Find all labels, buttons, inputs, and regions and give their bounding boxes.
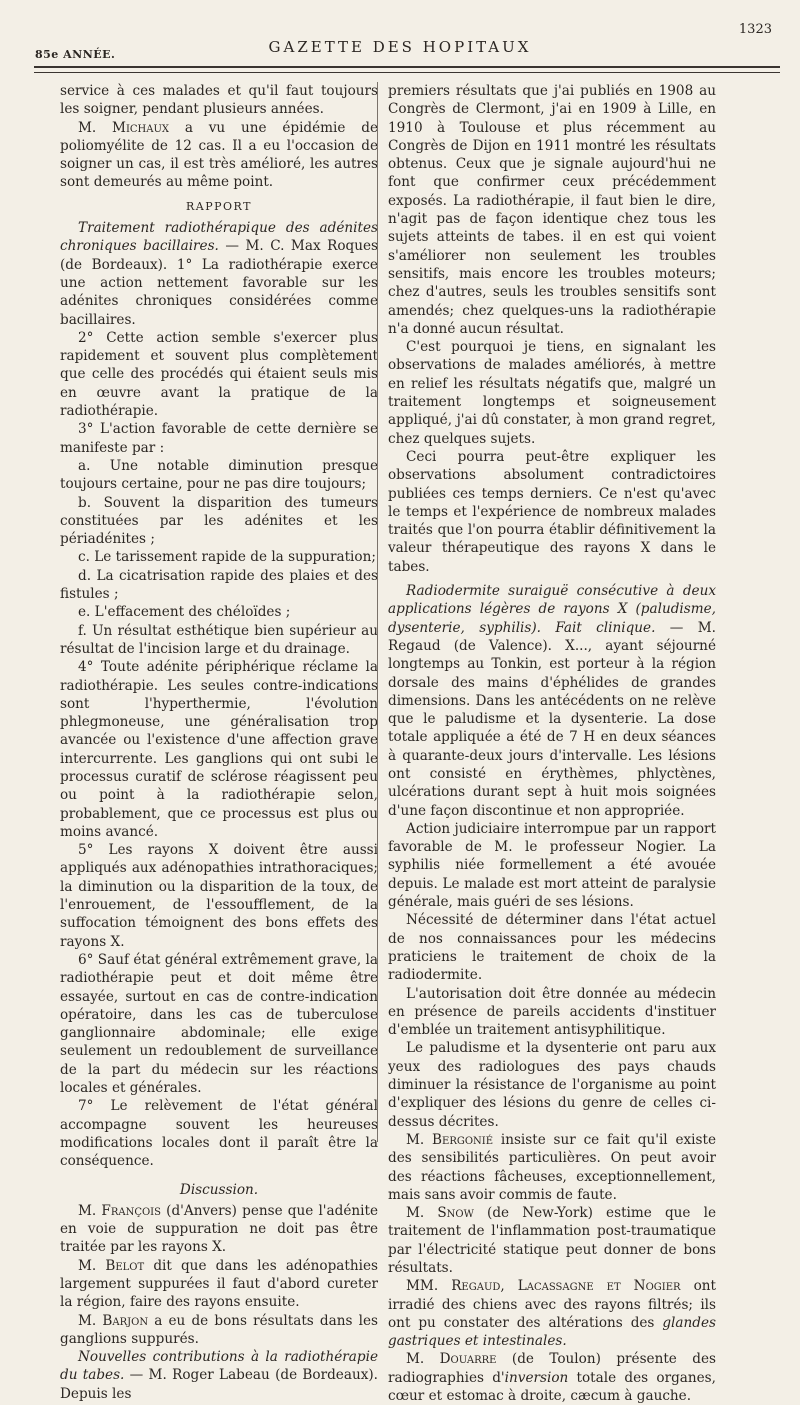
article-title: Traitement radiothérapique des adénites chroniques bacillaires.	[60, 220, 378, 255]
author: — M. C. Max Roques (de Bordeaux).	[60, 238, 379, 273]
paragraph: 6° Sauf état général extrêmement grave, la radiothérapie peut et doit même être essayée, surtout en cas de contre-indication opératoire, dans les cas de tuberculose ganglionnaire abdominale; elle exige seulement un redoublement de surveillance de la part du médecin sur les réactions locales et générales.	[60, 951, 378, 1097]
paragraph: Ceci pourra peut-être expliquer les observations absolument contradictoires publiées ces temps derniers. Ce n'est qu'avec le temps et l'expérience de nombreux malades traités que l'on pourra établir définitivement la valeur thérapeutique des rayons X dans le tabes.	[388, 448, 716, 575]
paragraph: Le paludisme et la dysenterie ont paru aux yeux des radiologues des pays chauds diminuer la résistance de l'organisme au point d'expliquer des lésions du genre de celles ci-dessus décrites.	[388, 1040, 716, 1130]
paragraph	[60, 1312, 378, 1349]
header-year: 85e ANNÉE.	[35, 48, 116, 61]
paragraph	[388, 582, 716, 820]
paragraph-text: totale des organes, cœur et estomac à droite, cæcum à gauche.	[388, 1369, 716, 1405]
paragraph: 2° Cette action semble s'exercer plus rapidement et souvent plus complètement que celle des procédés qui étaient seuls mis en œuvre avant la pratique de la radiothérapie.	[60, 329, 378, 420]
paragraph-text: (de New-York) estime que le traitement de l'inflammation post-traumatique par l'électricité statique peut donner de bons résultats.	[388, 1205, 716, 1276]
paragraph-text: (de Bordeaux). Depuis les	[60, 1367, 379, 1402]
speaker-name: M. Bergonié	[406, 1131, 494, 1148]
paragraph: Action judiciaire interrompue par un rapport favorable de M. le professeur Nogier. La syphilis niée formellement a été avouée depuis. Le malade est mort atteint de paralysie générale, mais guéri de ses lésions.	[388, 820, 716, 911]
paragraph	[60, 1348, 378, 1403]
article-title: Nouvelles contributions à la radiothérapie du tabes.	[60, 1349, 378, 1384]
paragraph-text: a eu de bons résultats dans les ganglions suppurés.	[60, 1312, 378, 1347]
left-column	[60, 82, 378, 1403]
speaker-name: M. Barjon	[78, 1312, 149, 1329]
paragraph-text: (de Valence). X..., ayant séjourné longtemps au Tonkin, est porteur à la région dorsale des mains d'éphélides de grandes dimensions. Dans les antécédents on ne relève que le paludisme et la dysenterie. La dose totale appliquée a été de 7 H en deux séances à quarante-deux jours d'intervalle. Les lésions ont consisté en érythèmes, phlyctènes, ulcérations durant sept à huit mois soignées d'une façon discontinue et non appropriée.	[388, 637, 716, 819]
paragraph: L'autorisation doit être donnée au médecin en présence de pareils accidents d'instituer d'emblée un traitement antisyphilitique.	[388, 985, 716, 1039]
paragraph: service à ces malades et qu'il faut toujours les soigner, pendant plusieurs années.	[60, 83, 378, 118]
speaker-name: M. François	[78, 1202, 161, 1219]
paragraph: 5° Les rayons X doivent être aussi appliqués aux adénopathies intrathoraciques; la diminution ou la disparition de la toux, de l'enrouement, de l'essoufflement, de la suffocation témoignent des bons effets des rayons X.	[60, 842, 378, 950]
author: — M. Roger Labeau	[124, 1367, 270, 1384]
page-header	[0, 0, 800, 80]
author: — M. Regaud	[388, 619, 716, 654]
speaker-name: M. Douarre	[406, 1351, 497, 1368]
speaker-name: M. Michaux	[78, 119, 170, 136]
paragraph: b. Souvent la disparition des tumeurs constituées par les adénites et les périadénites ;	[60, 494, 378, 548]
article-title: Radiodermite suraiguë consécutive à deux applications légères de rayons X (paludisme, dysenterie, syphilis). Fait clinique.	[388, 583, 716, 636]
paragraph-text: dit que dans les adénopathies largement suppurées il faut d'abord cureter la région, faire des rayons ensuite.	[60, 1257, 378, 1311]
paragraph: 3° L'action favorable de cette dernière se manifeste par :	[60, 421, 378, 456]
speaker-name: M. Snow	[406, 1205, 474, 1222]
speaker-names: MM. Regaud, Lacassagne et Nogier	[406, 1278, 681, 1295]
header-title: GAZETTE DES HOPITAUX	[268, 38, 532, 56]
italic-phrase: glandes gastriques et intestinales.	[388, 1314, 716, 1350]
paragraph: C'est pourquoi je tiens, en signalant les observations de malades améliorés, à mettre en relief les résultats négatifs que, malgré un traitement longtemps et soigneusement appliqué, j'ai dû constater, à mon grand regret, chez quelques sujets.	[388, 339, 716, 447]
paragraph	[388, 1277, 716, 1350]
section-heading-discussion: Discussion.	[179, 1181, 259, 1198]
paragraph-text: 1° La radiothérapie exerce une action nettement favorable sur les adénites chroniques considérées comme bacillaires.	[60, 256, 378, 328]
paragraph: premiers résultats que j'ai publiés en 1908 au Congrès de Clermont, j'ai en 1909 à Lille, en 1910 à Toulouse et plus récemment au Congrès de Dijon en 1911 montré les résultats obtenus. Ceux que je signale aujourd'hui ne font que confirmer ceux précédemment exposés. La radiothérapie, il faut bien le dire, n'agit pas de façon identique chez tous les sujets atteints de tabes. il en est qui voient s'améliorer non seulement les troubles sensitifs, mais encore les troubles moteurs; chez d'autres, seuls les troubles sensitifs sont amendés; chez quelques-uns la radiothérapie n'a donné aucun résultat.	[388, 83, 716, 337]
paragraph	[388, 1350, 716, 1405]
section-heading-rapport: RAPPORT	[186, 199, 252, 213]
paragraph: c. Le tarissement rapide de la suppuration;	[78, 549, 376, 566]
header-rule-thick	[34, 66, 780, 68]
paragraph-text: (de Toulon) présente des radiographies d'	[388, 1351, 716, 1386]
header-page-number: 1323	[738, 22, 772, 37]
column-divider	[377, 82, 378, 1142]
italic-phrase: inversion	[504, 1369, 569, 1386]
paragraph	[60, 219, 378, 329]
right-column	[388, 82, 716, 1405]
paragraph-text: ont irradié des chiens avec des rayons filtrés; ils ont pu constater des altérations des	[388, 1278, 716, 1331]
paragraph	[60, 119, 378, 192]
paragraph-text: insiste sur ce fait qu'il existe des sensibilités particulières. On peut avoir des réactions fâcheuses, exceptionnellement, mais sans avoir commis de faute.	[388, 1131, 716, 1203]
paragraph	[388, 1131, 716, 1204]
paragraph	[60, 1202, 378, 1257]
speaker-name: M. Belot	[78, 1257, 145, 1274]
paragraph	[388, 1204, 716, 1277]
paragraph: e. L'effacement des chéloïdes ;	[78, 604, 291, 621]
paragraph-text: (d'Anvers) pense que l'adénite en voie de suppuration ne doit pas être traitée par les rayons X.	[60, 1202, 378, 1256]
paragraph: f. Un résultat esthétique bien supérieur au résultat de l'incision large et du drainage.	[60, 622, 378, 657]
paragraph: a. Une notable diminution presque toujours certaine, pour ne pas dire toujours;	[60, 457, 378, 493]
paragraph	[60, 1257, 378, 1312]
paragraph-text: a vu une épidémie de poliomyélite de 12 cas. Il a eu l'occasion de soigner un cas, il est très amélioré, les autres sont demeurés au même point.	[60, 119, 378, 191]
paragraph: Nécessité de déterminer dans l'état actuel de nos connaissances pour les médecins praticiens le traitement de choix de la radiodermite.	[388, 912, 716, 984]
paragraph: 4° Toute adénite périphérique réclame la radiothérapie. Les seules contre-indications sont l'hyperthermie, l'évolution phlegmoneuse, une généralisation trop avancée ou l'existence d'une affection grave intercurrente. Les ganglions qui ont subi le processus curatif de sclérose réagissent peu ou point à la radiothérapie selon, probablement, que ce processus est plus ou moins avancé.	[60, 659, 378, 840]
paragraph: d. La cicatrisation rapide des plaies et des fistules ;	[60, 567, 378, 603]
header-rule-thin	[34, 72, 780, 73]
paragraph: 7° Le relèvement de l'état général accompagne souvent les heureuses modifications locales dont il paraît être la conséquence.	[60, 1098, 378, 1170]
